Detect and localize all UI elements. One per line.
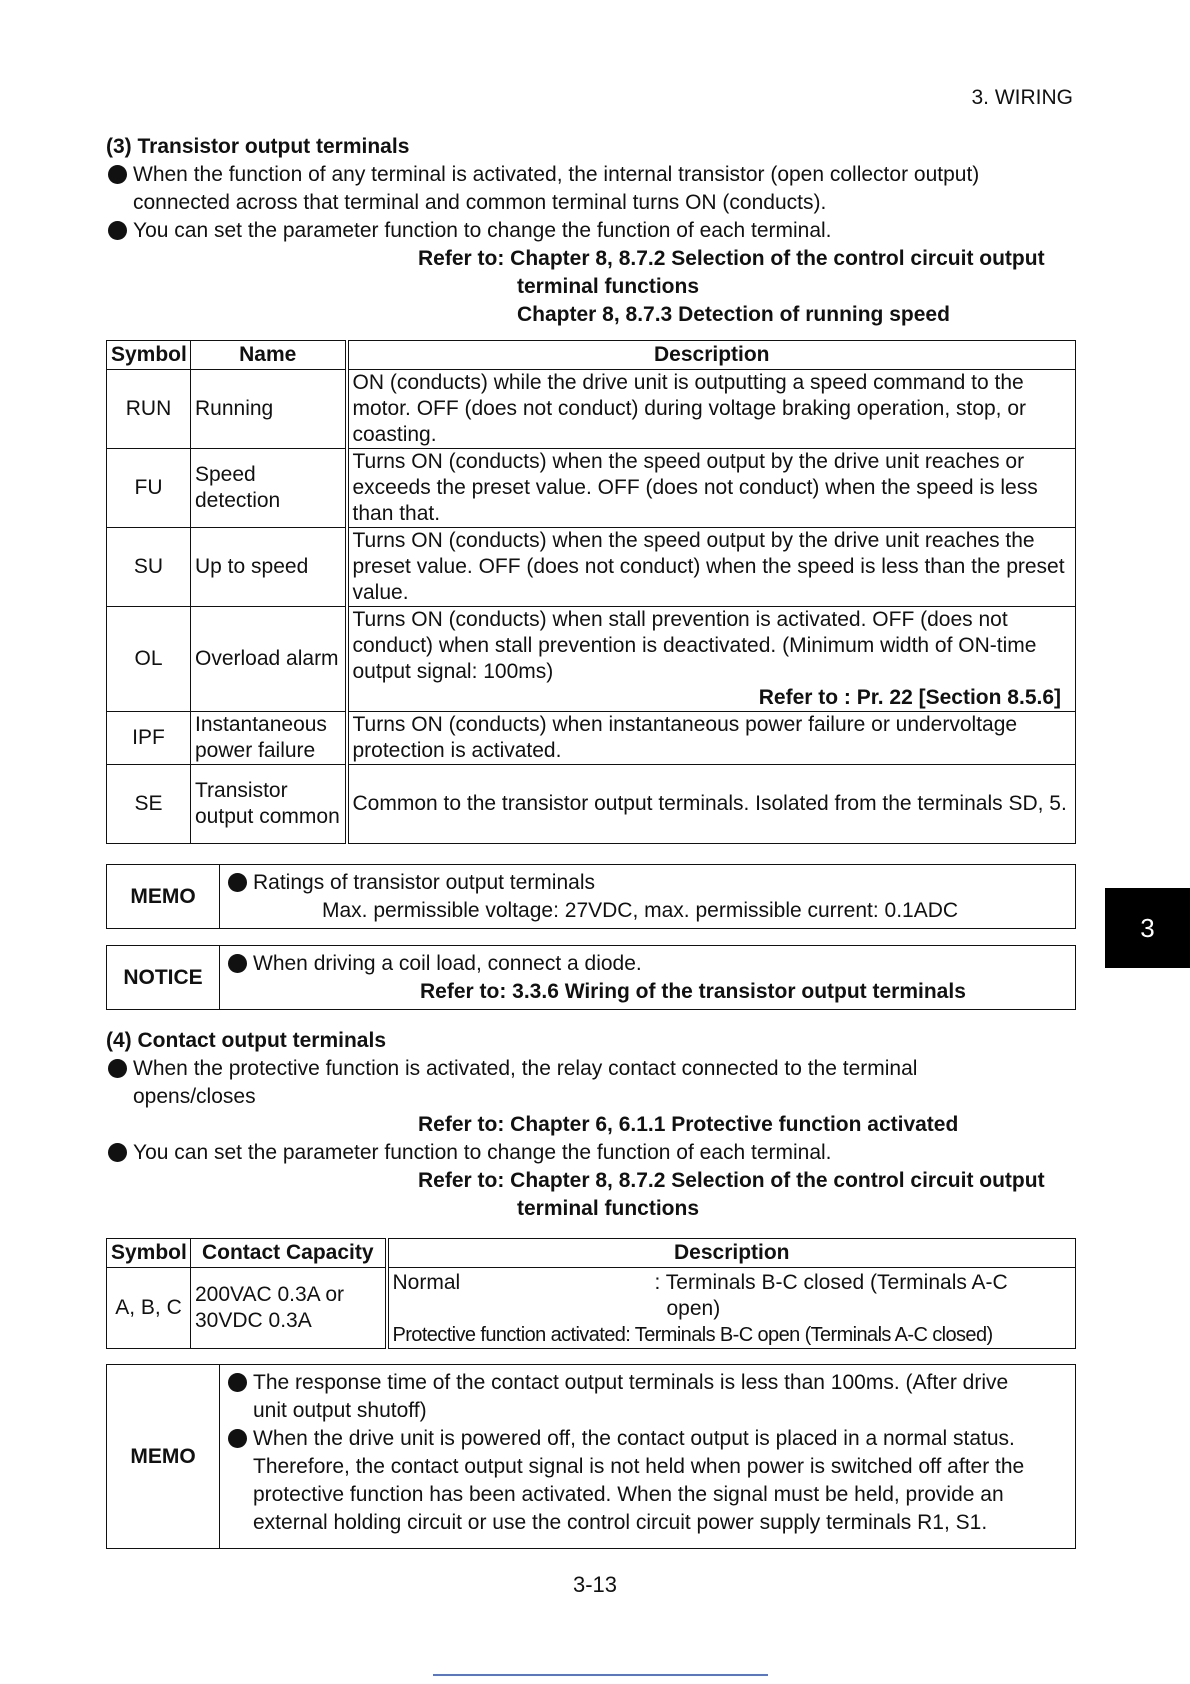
column-header: Symbol — [107, 1239, 191, 1268]
table-row — [107, 370, 1076, 449]
name-cell: Transistor output common — [191, 765, 347, 844]
description-cell: Turns ON (conducts) when the speed output by the drive unit reaches or exceeds the preset value. OFF (does not conduct) when the speed is less than that. — [347, 449, 1076, 528]
memo-label: MEMO — [107, 865, 220, 928]
page-number: 3-13 — [572, 1572, 618, 1597]
bullet-text: When the function of any terminal is activated, the internal transistor (open collector output) — [133, 163, 980, 186]
table-row — [107, 1268, 1076, 1349]
section-4 — [106, 1027, 917, 1111]
memo-bullet — [226, 1425, 1067, 1537]
running-header: 3. WIRING — [971, 86, 1073, 109]
bullet-text: You can set the parameter function to change the function of each terminal. — [133, 1141, 832, 1164]
description-cell: Turns ON (conducts) when the speed output by the drive unit reaches the preset value. OFF (does not conduct) when the speed is less than the preset value. — [347, 528, 1076, 607]
bullet-dot-icon — [108, 1143, 127, 1162]
section-4-bullet-1 — [106, 1055, 917, 1111]
name-cell: Instantaneous power failure — [191, 712, 347, 765]
memo-text: Ratings of transistor output terminals — [253, 871, 595, 894]
description-cell: ON (conducts) while the drive unit is outputting a speed command to the motor. OFF (does not conduct) during voltage braking operation, stop, or coasting. — [347, 370, 1076, 449]
bullet-dot-icon — [108, 1059, 127, 1078]
description-cell: Turns ON (conducts) when instantaneous power failure or undervoltage protection is activated. — [347, 712, 1076, 765]
section-4-title: (4) Contact output terminals — [106, 1029, 387, 1052]
description-cell — [387, 1268, 1076, 1349]
column-header: Contact Capacity — [191, 1239, 387, 1268]
notice-reference: Refer to: 3.3.6 Wiring of the transistor output terminals — [420, 980, 966, 1003]
description-reference: Refer to : Pr. 22 [Section 8.5.6] — [758, 686, 1061, 709]
notice-box — [106, 945, 1076, 1010]
normal-value: : Terminals B-C closed (Terminals A-C — [654, 1271, 1008, 1294]
bottom-rule — [433, 1674, 768, 1676]
memo-box-ratings — [106, 864, 1076, 929]
memo-bullet — [226, 869, 1067, 897]
notice-content — [220, 946, 1075, 1009]
symbol-cell: OL — [107, 607, 191, 712]
column-header: Description — [387, 1239, 1076, 1268]
section-4-reference-2: Refer to: Chapter 8, 8.7.2 Selection of the control circuit output — [418, 1169, 1045, 1192]
table-row — [107, 765, 1076, 844]
section-3-title: (3) Transistor output terminals — [106, 135, 410, 158]
memo-text: protective function has been activated. When the signal must be held, provide an — [253, 1483, 1004, 1506]
section-3-bullet-1 — [106, 161, 979, 217]
column-header: Name — [191, 341, 347, 370]
symbol-cell: SU — [107, 528, 191, 607]
column-header: Symbol — [107, 341, 191, 370]
memo-text: external holding circuit or use the control circuit power supply terminals R1, S1. — [253, 1511, 988, 1534]
chapter-tab: 3 — [1105, 888, 1190, 968]
memo-bullet — [226, 1369, 1067, 1425]
normal-state-line — [393, 1270, 1072, 1296]
memo-text: unit output shutoff) — [253, 1399, 427, 1422]
symbol-cell: RUN — [107, 370, 191, 449]
table-row — [107, 449, 1076, 528]
capacity-cell: 200VAC 0.3A or 30VDC 0.3A — [191, 1268, 387, 1349]
symbol-cell: SE — [107, 765, 191, 844]
bullet-dot-icon — [228, 1373, 247, 1392]
bullet-dot-icon — [108, 221, 127, 240]
name-cell: Up to speed — [191, 528, 347, 607]
symbol-cell: IPF — [107, 712, 191, 765]
normal-label: Normal — [392, 1271, 461, 1294]
normal-value-cont: open) — [666, 1297, 721, 1320]
section-3-reference-2: Chapter 8, 8.7.3 Detection of running speed — [517, 303, 950, 326]
table-header-row — [107, 1239, 1076, 1268]
section-3-bullet-2 — [106, 217, 979, 245]
bullet-text: When the protective function is activated, the relay contact connected to the terminal — [133, 1057, 918, 1080]
section-4-reference-1: Refer to: Chapter 6, 6.1.1 Protective function activated — [418, 1113, 959, 1136]
transistor-terminals-table — [106, 340, 1076, 844]
memo-content — [220, 865, 1075, 928]
description-text: Turns ON (conducts) when stall prevention is activated. OFF (does not conduct) when stall prevention is deactivated. (Minimum width of ON-time output signal: 100ms) — [352, 608, 1037, 683]
bullet-dot-icon — [228, 1429, 247, 1448]
name-cell: Running — [191, 370, 347, 449]
bullet-dot-icon — [228, 954, 247, 973]
contact-terminals-table — [106, 1238, 1076, 1349]
section-3 — [106, 133, 979, 245]
bullet-dot-icon — [108, 165, 127, 184]
notice-bullet — [226, 950, 1067, 978]
memo-text: Max. permissible voltage: 27VDC, max. permissible current: 0.1ADC — [322, 899, 959, 922]
bullet-dot-icon — [228, 873, 247, 892]
protective-state-line: Protective function activated: Terminals B-C open (Terminals A-C closed) — [392, 1324, 993, 1346]
memo-label: MEMO — [107, 1365, 220, 1548]
symbol-cell: FU — [107, 449, 191, 528]
section-4-bullet-2 — [106, 1139, 832, 1167]
symbol-cell: A, B, C — [107, 1268, 191, 1349]
memo-text: The response time of the contact output terminals is less than 100ms. (After drive — [253, 1371, 1009, 1394]
notice-text: When driving a coil load, connect a diode. — [253, 952, 642, 975]
memo-content — [220, 1365, 1075, 1548]
section-4-reference-2-cont: terminal functions — [517, 1197, 700, 1220]
table-row — [107, 528, 1076, 607]
description-cell: Common to the transistor output terminals. Isolated from the terminals SD, 5. — [347, 765, 1076, 844]
memo-text: Therefore, the contact output signal is not held when power is switched off after the — [253, 1455, 1025, 1478]
section-3-reference-1: Refer to: Chapter 8, 8.7.2 Selection of the control circuit output — [418, 247, 1045, 270]
section-3-reference-1-cont: terminal functions — [517, 275, 700, 298]
name-cell: Speed detection — [191, 449, 347, 528]
bullet-text: opens/closes — [133, 1085, 256, 1108]
bullet-text: You can set the parameter function to change the function of each terminal. — [133, 219, 832, 242]
memo-text: When the drive unit is powered off, the contact output is placed in a normal status. — [253, 1427, 1015, 1450]
table-row — [107, 607, 1076, 712]
description-cell — [347, 607, 1076, 712]
bullet-text: connected across that terminal and common terminal turns ON (conducts). — [133, 191, 827, 214]
table-header-row — [107, 341, 1076, 370]
name-cell: Overload alarm — [191, 607, 347, 712]
memo-box-contact — [106, 1364, 1076, 1549]
notice-label: NOTICE — [107, 946, 220, 1009]
column-header: Description — [347, 341, 1076, 370]
table-row — [107, 712, 1076, 765]
